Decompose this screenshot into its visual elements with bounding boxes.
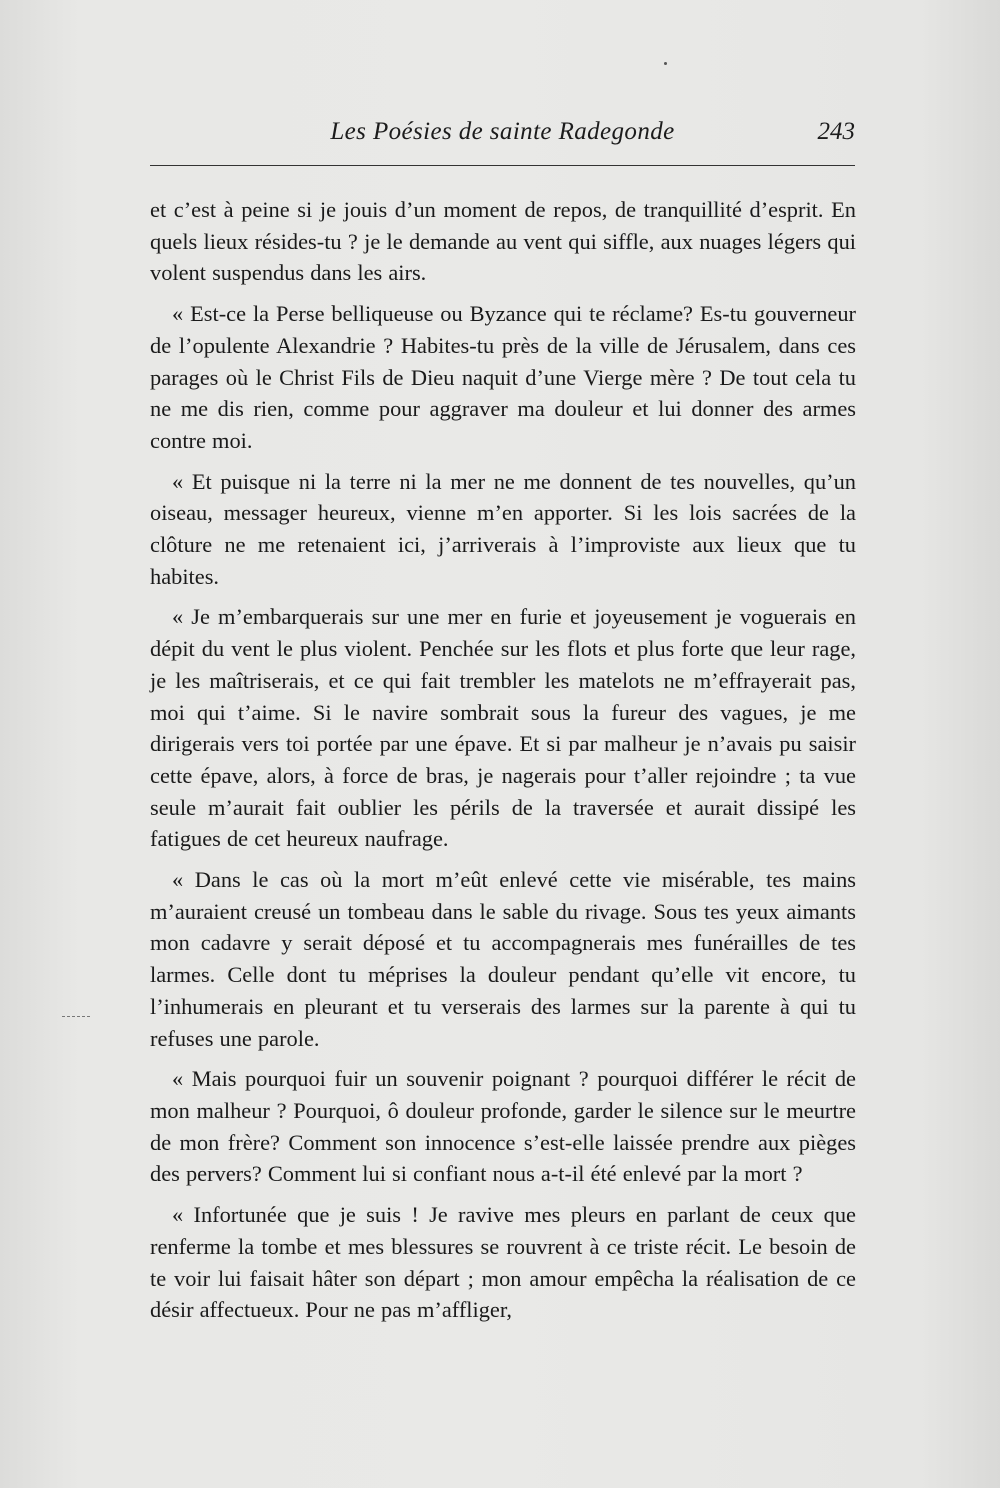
- paragraph: et c’est à peine si je jouis d’un moment de repos, de tranquillité d’esprit. En quels lieux résides-tu ? je le demande au vent qui siffle, aux nuages légers qui volent suspendus dans les airs.: [150, 197, 856, 286]
- ink-speck: [664, 62, 667, 65]
- paragraph: « Et puisque ni la terre ni la mer ne me donnent de tes nouvelles, qu’un oiseau, messager heureux, vienne m’en apporter. Si les lois sacrées de la clôture ne me retenaient ici, j’arriverais à l’improviste aux lieux que tu habites.: [150, 468, 856, 589]
- paragraph: « Dans le cas où la mort m’eût enlevé cette vie misérable, tes mains m’auraient creusé un tombeau dans le sable du rivage. Sous tes yeux aimants mon cadavre y serait déposé et tu accompagnerais mes funérailles de tes larmes. Celle dont tu méprises la douleur pendant qu’elle vit encore, tu l’inhumerais en pleurant et tu verserais des larmes sur la parente à qui tu refuses une parole.: [150, 867, 856, 1051]
- paragraph: « Infortunée que je suis ! Je ravive mes pleurs en parlant de ceux que renferme la tombe et mes blessures se rouvrent à ce triste récit. Le besoin de te voir lui faisait hâter son départ ; mon amour empêcha la réalisation de ce désir affectueux. Pour ne pas m’affliger,: [150, 1202, 856, 1323]
- header-rule: [150, 165, 855, 166]
- paragraph: « Est-ce la Perse belliqueuse ou Byzance qui te réclame? Es-tu gouverneur de l’opulente Alexandrie ? Habites-tu près de la ville de Jérusalem, dans ces parages où le Christ Fils de Dieu naquit d’une Vierge mère ? De tout cela tu ne me dis rien, comme pour aggraver ma douleur et lui donner des armes contre moi.: [150, 301, 856, 453]
- body-text: [150, 194, 856, 1335]
- paragraph: « Mais pourquoi fuir un souvenir poignant ? pourquoi différer le récit de mon malheur ? Pourquoi, ô douleur profonde, garder le silence sur le meurtre de mon frère? Comment son innocence s’est-elle laissée prendre aux pièges des pervers? Comment lui si confiant nous a-t-il été enlevé par la mort ?: [150, 1066, 856, 1187]
- margin-mark: [62, 1016, 90, 1017]
- running-title: Les Poésies de sainte Radegonde: [330, 118, 675, 145]
- page-number: 243: [817, 118, 855, 145]
- paragraph: « Je m’embarquerais sur une mer en furie et joyeusement je voguerais en dépit du vent le plus violent. Penchée sur les flots et plus forte que leur rage, je les maîtriserais, et ce qui fait trembler les matelots ne m’effrayerait pas, moi qui t’aime. Si le navire sombrait sous la fureur des vagues, je me dirigerais vers toi portée par une épave. Et si par malheur je n’avais pu saisir cette épave, alors, à force de bras, je nagerais pour t’aller rejoindre ; ta vue seule m’aurait fait oublier les périls de la traversée et aurait dissipé les fatigues de cet heureux naufrage.: [150, 604, 856, 852]
- running-head: [150, 118, 855, 158]
